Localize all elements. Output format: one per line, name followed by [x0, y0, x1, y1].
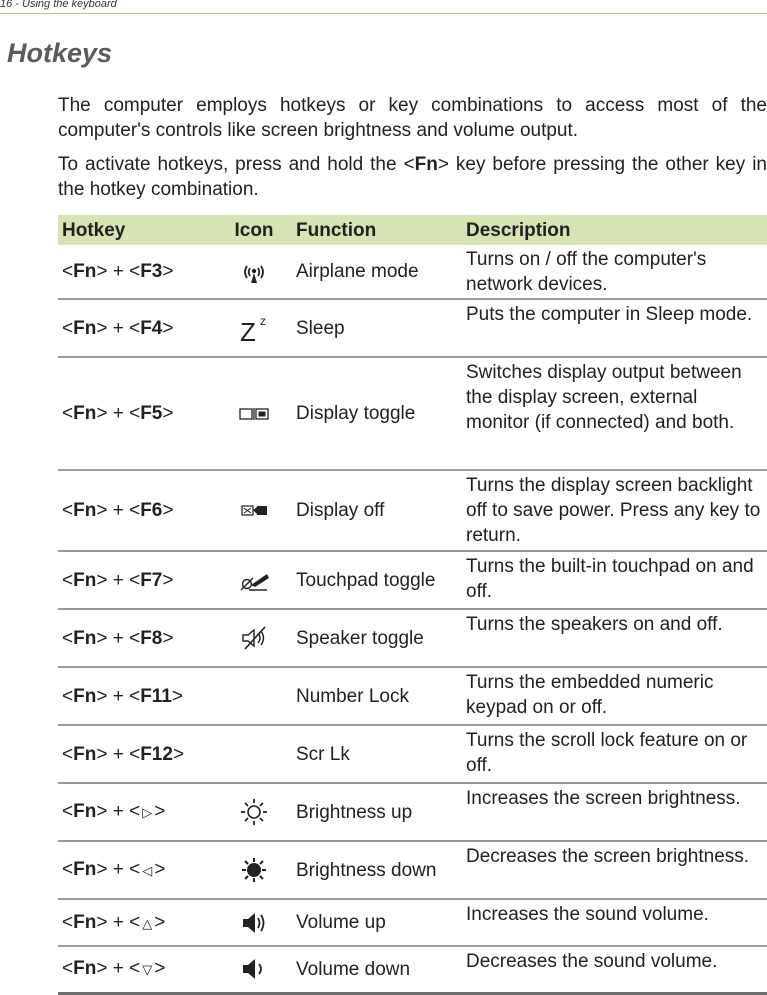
table-row [58, 841, 767, 899]
function-cell: Sleep [292, 299, 462, 357]
activate-text-after: > key before pressing the other key in the hotkey combination. [58, 154, 767, 200]
table-row [58, 725, 767, 783]
icon-cell [216, 357, 292, 470]
hotkey-key: F6 [140, 500, 163, 521]
display-toggle-icon [237, 399, 271, 429]
header-function: Function [292, 215, 462, 245]
hotkey-key: F3 [140, 261, 163, 282]
sleep-icon [237, 313, 271, 343]
icon-cell [216, 841, 292, 899]
hotkey-cell: <Fn> + <F4> [58, 299, 216, 357]
hotkey-key: F7 [140, 569, 163, 591]
brightness-down-icon [237, 855, 271, 885]
hotkey-cell: <Fn> + <F3> [58, 245, 216, 299]
description-cell: Decreases the sound volume. [462, 946, 767, 993]
icon-cell [216, 725, 292, 783]
icon-cell [216, 667, 292, 725]
table-row [58, 783, 767, 841]
svg-text:z: z [260, 314, 266, 328]
fn-key: Fn [73, 743, 97, 765]
description-cell: Turns on / off the computer's network devices. [462, 245, 767, 299]
header-divider [0, 13, 767, 14]
speaker-mute-icon [237, 623, 271, 653]
hotkey-cell: <Fn> + <F5> [58, 357, 216, 470]
fn-key: Fn [73, 500, 97, 521]
hotkey-key: ▷ [142, 805, 153, 820]
description-cell: Turns the embedded numeric keypad on or off. [462, 667, 767, 725]
function-cell: Display toggle [292, 357, 462, 470]
hotkey-key: F4 [140, 317, 163, 339]
hotkey-cell: <Fn> + <F11> [58, 667, 216, 725]
table-row [58, 899, 767, 946]
fn-key: Fn [73, 911, 97, 933]
hotkey-cell: <Fn> + < △ > [58, 899, 216, 946]
icon-cell [216, 299, 292, 357]
hotkey-cell: <Fn> + < ▷ > [58, 783, 216, 841]
display-off-icon [237, 496, 271, 526]
hotkey-key: ▽ [142, 962, 153, 978]
fn-key: Fn [73, 261, 97, 282]
table-row [58, 299, 767, 357]
description-cell: Puts the computer in Sleep mode. [462, 299, 767, 357]
volume-down-icon [237, 954, 271, 984]
icon-cell [216, 899, 292, 946]
description-cell: Turns the scroll lock feature on or off. [462, 725, 767, 783]
hotkey-key: F12 [140, 743, 173, 765]
hotkey-key: F8 [140, 627, 163, 649]
function-cell: Touchpad toggle [292, 551, 462, 609]
svg-text:Z: Z [240, 317, 256, 343]
volume-up-icon [237, 908, 271, 938]
hotkey-cell: <Fn> + <F8> [58, 609, 216, 667]
description-cell: Increases the sound volume. [462, 899, 767, 946]
header-description: Description [462, 215, 767, 245]
header-icon: Icon [216, 215, 292, 245]
icon-cell [216, 946, 292, 993]
description-cell: Increases the screen brightness. [462, 783, 767, 841]
fn-key: Fn [73, 569, 97, 591]
description-cell: Decreases the screen brightness. [462, 841, 767, 899]
function-cell: Airplane mode [292, 245, 462, 299]
activate-text-before: To activate hotkeys, press and hold the < [58, 154, 415, 175]
icon-cell [216, 609, 292, 667]
description-cell: Turns the display screen backlight off to save power. Press any key to return. [462, 470, 767, 551]
hotkey-key: F5 [140, 403, 163, 424]
fn-key: Fn [73, 801, 97, 822]
intro-paragraph: The computer employs hotkeys or key combinations to access most of the computer's controls like screen brightness and volume output. [58, 95, 767, 141]
touchpad-toggle-icon [237, 565, 271, 595]
hotkey-cell: <Fn> + <F6> [58, 470, 216, 551]
table-row [58, 946, 767, 993]
header-hotkey: Hotkey [58, 215, 216, 245]
function-cell: Volume down [292, 946, 462, 993]
hotkey-key: △ [142, 915, 153, 931]
function-cell: Brightness up [292, 783, 462, 841]
fn-key: Fn [73, 627, 97, 649]
function-cell: Brightness down [292, 841, 462, 899]
fn-key: Fn [73, 685, 97, 707]
icon-cell [216, 783, 292, 841]
description-cell: Switches display output between the display screen, external monitor (if connected) and both. [462, 357, 767, 470]
fn-key: Fn [73, 403, 97, 424]
hotkey-cell: <Fn> + < ◁ > [58, 841, 216, 899]
activate-paragraph [58, 152, 767, 202]
brightness-up-icon [237, 797, 271, 827]
page-title: Hotkeys [7, 38, 113, 68]
description-cell: Turns the built-in touchpad on and off. [462, 551, 767, 609]
activate-key: Fn [414, 154, 438, 175]
description-cell: Turns the speakers on and off. [462, 609, 767, 667]
hotkey-key: ◁ [142, 863, 153, 878]
hotkey-cell: <Fn> + < ▽ > [58, 946, 216, 993]
function-cell: Display off [292, 470, 462, 551]
table-row [58, 667, 767, 725]
function-cell: Speaker toggle [292, 609, 462, 667]
function-cell: Volume up [292, 899, 462, 946]
table-row [58, 357, 767, 470]
icon-cell [216, 245, 292, 299]
hotkey-key: F11 [140, 685, 172, 707]
table-row [58, 470, 767, 551]
function-cell: Scr Lk [292, 725, 462, 783]
icon-cell [216, 551, 292, 609]
table-header-row [58, 215, 767, 245]
fn-key: Fn [73, 859, 97, 880]
airplane-wireless-icon [237, 257, 271, 287]
table-row [58, 245, 767, 299]
fn-key: Fn [73, 317, 97, 339]
function-cell: Number Lock [292, 667, 462, 725]
hotkey-cell: <Fn> + <F7> [58, 551, 216, 609]
table-row [58, 609, 767, 667]
table-row [58, 551, 767, 609]
hotkeys-table [58, 215, 767, 995]
icon-cell [216, 470, 292, 551]
hotkey-cell: <Fn> + <F12> [58, 725, 216, 783]
fn-key: Fn [73, 958, 97, 980]
page-header: 16 - Using the keyboard [0, 0, 117, 10]
